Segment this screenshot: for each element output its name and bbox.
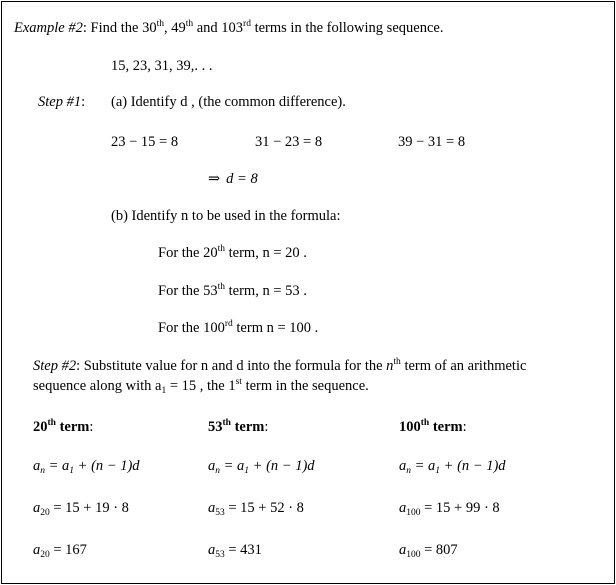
term-n-20: For the 20th term, n = 20 .: [158, 244, 307, 261]
answer-100th: $a_{100} = 807$: [399, 542, 458, 560]
general-formula-100th: $a_n = a_1 + (n - 1)d$: [399, 458, 506, 476]
step1-label: Step #1:: [38, 94, 86, 110]
step2-line-2: sequence along with $a_1 = 15$ , the 1st term in the sequence.: [33, 377, 369, 396]
example-heading: Example #2: Find the 30th, 49th and 103rd terms in the following sequence.: [14, 19, 444, 36]
step1-part-b: (b) Identify n to be used in the formula:: [111, 208, 341, 224]
column-heading-20th: 20th term:: [33, 418, 94, 435]
substitution-53th: $a_{53} = 15 + 52 \cdot 8$: [208, 500, 304, 518]
sequence: 15, 23, 31, 39,. . .: [111, 58, 213, 74]
step2-line-1: Step #2: Substitute value for n and d into the formula for the $n^{th}$ term of an arithmetic: [33, 357, 527, 374]
document-frame: [1, 1, 615, 584]
substitution-20th: $a_{20} = 15 + 19 \cdot 8$: [33, 500, 129, 518]
column-heading-100th: 100th term:: [399, 418, 467, 435]
difference-1: 23 − 15 = 8: [111, 134, 179, 150]
general-formula-53th: $a_n = a_1 + (n - 1)d$: [208, 458, 315, 476]
term-n-100: For the 100rd term n = 100 .: [158, 319, 319, 336]
step1-part-a: (a) Identify d , (the common difference).: [111, 94, 346, 110]
general-formula-20th: $a_n = a_1 + (n - 1)d$: [33, 458, 140, 476]
difference-2: 31 − 23 = 8: [255, 134, 323, 150]
answer-20th: $a_{20} = 167$: [33, 542, 87, 560]
answer-53th: $a_{53} = 431$: [208, 542, 262, 560]
step2-label: Step #2: [33, 358, 77, 374]
common-difference-result: ⇒ d = 8: [208, 171, 258, 187]
difference-3: 39 − 31 = 8: [398, 134, 466, 150]
implies-arrow-icon: ⇒: [208, 171, 221, 187]
substitution-100th: $a_{100} = 15 + 99 \cdot 8$: [399, 500, 500, 518]
term-n-53: For the 53th term, n = 53 .: [158, 282, 307, 299]
example-label: Example #2: [14, 20, 83, 36]
column-heading-53th: 53th term:: [208, 418, 269, 435]
